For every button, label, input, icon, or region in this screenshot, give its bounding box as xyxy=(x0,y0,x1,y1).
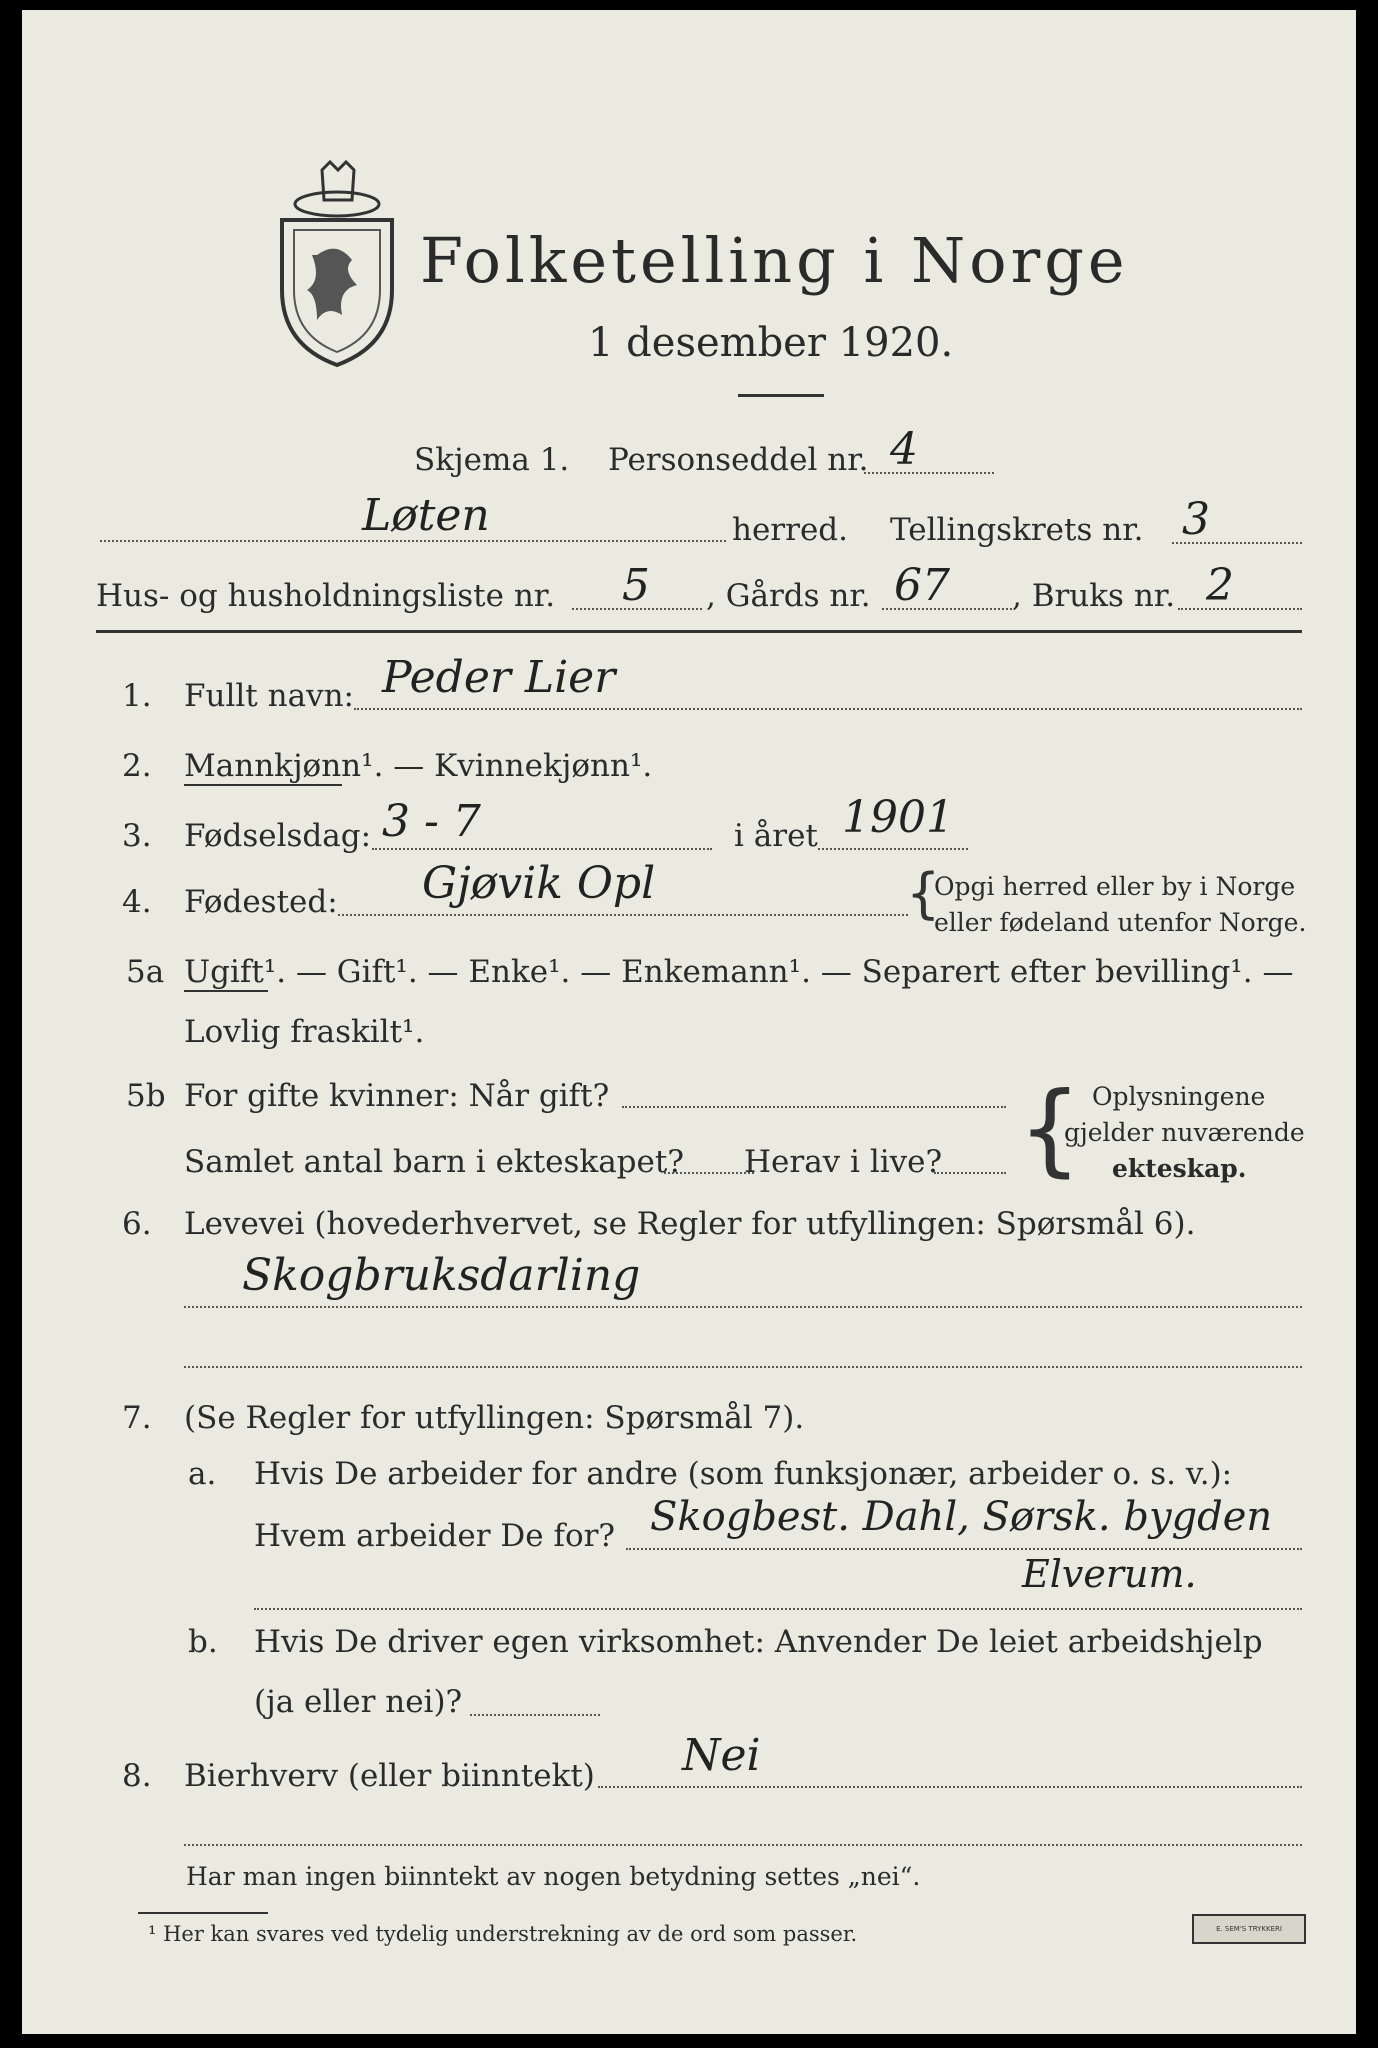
hus-value: 5 xyxy=(622,560,650,611)
q5b-brace: { xyxy=(1018,1070,1082,1187)
q1-label: Fullt navn: xyxy=(184,678,354,714)
q6-label: Levevei (hovederhvervet, se Regler for utfyllingen: Spørsmål 6). xyxy=(184,1206,1196,1242)
q7a-line xyxy=(626,1548,1302,1550)
q5b-line2b: Herav i live? xyxy=(744,1144,943,1180)
q7b-line1: Hvis De driver egen virksomhet: Anvender De leiet arbeidshjelp xyxy=(254,1624,1263,1660)
q7-label: (Se Regler for utfyllingen: Spørsmål 7). xyxy=(184,1400,805,1436)
personseddel-line xyxy=(864,472,994,474)
q2-underline xyxy=(184,784,342,786)
census-form xyxy=(22,10,1356,2034)
q6-line2 xyxy=(184,1366,1302,1368)
q5a-number: 5a xyxy=(126,954,165,990)
q5b-line1: For gifte kvinner: Når gift? xyxy=(184,1078,610,1114)
q5b-number: 5b xyxy=(126,1078,166,1114)
footer-note: Har man ingen biinntekt av nogen betydning settes „nei“. xyxy=(186,1862,921,1891)
q4-label: Fødested: xyxy=(184,884,338,920)
q5b-note-line3: ekteskap. xyxy=(1112,1154,1247,1183)
q5b-line2a-dots xyxy=(664,1172,754,1174)
q1-value: Peder Lier xyxy=(382,652,616,703)
q7b-number: b. xyxy=(188,1624,218,1660)
personseddel-label: Personseddel nr. xyxy=(608,442,869,478)
q8-line xyxy=(598,1786,1302,1788)
q7a-value1: Skogbest. Dahl, Sørsk. bygden xyxy=(650,1494,1273,1540)
q1-line xyxy=(354,708,1302,710)
herred-label: herred. xyxy=(732,512,848,548)
q3-line xyxy=(372,848,712,850)
q5a-line1: Ugift¹. — Gift¹. — Enke¹. — Enkemann¹. — Separert efter bevilling¹. — xyxy=(184,954,1294,990)
coat-of-arms-icon xyxy=(262,160,412,370)
form-date: 1 desember 1920. xyxy=(588,320,954,366)
footnote-divider xyxy=(138,1912,268,1914)
printer-stamp xyxy=(1192,1914,1306,1944)
q8-label: Bierhverv (eller biinntekt) xyxy=(184,1758,595,1794)
q6-line1 xyxy=(184,1306,1302,1308)
bruks-value: 2 xyxy=(1206,560,1234,611)
q3-year-label: i året xyxy=(734,818,818,854)
tellingskrets-value: 3 xyxy=(1182,494,1210,545)
q4-note-line1: Opgi herred eller by i Norge xyxy=(934,872,1296,901)
q2-number: 2. xyxy=(122,748,152,784)
q7a-value2: Elverum. xyxy=(1022,1552,1197,1596)
q8-number: 8. xyxy=(122,1758,152,1794)
q1-number: 1. xyxy=(122,678,152,714)
gards-label: , Gårds nr. xyxy=(706,578,871,614)
q7a-line2-dots xyxy=(254,1608,1302,1610)
bruks-label: , Bruks nr. xyxy=(1012,578,1176,614)
q5b-line2b-dots xyxy=(934,1172,1006,1174)
q2-label: Mannkjønn¹. — Kvinnekjønn¹. xyxy=(184,748,653,784)
q4-line xyxy=(338,914,908,916)
q6-number: 6. xyxy=(122,1206,152,1242)
title-divider xyxy=(738,394,824,397)
gards-value: 67 xyxy=(894,560,950,611)
q7a-line1: Hvis De arbeider for andre (som funksjonær, arbeider o. s. v.): xyxy=(254,1456,1233,1492)
q3-number: 3. xyxy=(122,818,152,854)
form-title: Folketelling i Norge xyxy=(420,224,1129,297)
q4-note-line2: eller fødeland utenfor Norge. xyxy=(934,908,1307,937)
q4-brace: { xyxy=(906,862,941,925)
schema-label: Skjema 1. xyxy=(414,442,570,478)
herred-value: Løten xyxy=(362,490,490,541)
personseddel-value: 4 xyxy=(890,424,918,475)
q5b-line1-dots xyxy=(622,1106,1006,1108)
q5b-line2a: Samlet antal barn i ekteskapet? xyxy=(184,1144,684,1180)
footnote: ¹ Her kan svares ved tydelig understrekning av de ord som passer. xyxy=(148,1922,858,1946)
q7-number: 7. xyxy=(122,1400,152,1436)
q4-value: Gjøvik Opl xyxy=(422,858,656,909)
tellingskrets-label: Tellingskrets nr. xyxy=(890,512,1144,548)
q3-year-line xyxy=(818,848,968,850)
hus-label: Hus- og husholdningsliste nr. xyxy=(96,578,556,614)
header-divider xyxy=(96,630,1302,633)
q7a-number: a. xyxy=(188,1456,217,1492)
bruks-line xyxy=(1178,608,1302,610)
q7b-line2: (ja eller nei)? xyxy=(254,1684,463,1720)
q5b-note-line2: gjelder nuværende xyxy=(1064,1118,1305,1147)
q6-value: Skogbruksdarling xyxy=(242,1250,641,1301)
q8-line2 xyxy=(184,1844,1302,1846)
q3-value: 3 - 7 xyxy=(382,796,481,847)
q4-number: 4. xyxy=(122,884,152,920)
q3-label: Fødselsdag: xyxy=(184,818,372,854)
printer-stamp-text: E. SEM'S TRYKKERI xyxy=(1216,1925,1282,1933)
q7a-line2: Hvem arbeider De for? xyxy=(254,1518,616,1554)
q5a-line2: Lovlig fraskilt¹. xyxy=(184,1014,425,1050)
q7b-line xyxy=(470,1714,600,1716)
q8-value: Nei xyxy=(682,1730,761,1781)
q5b-note-line1: Oplysningene xyxy=(1092,1082,1266,1111)
q3-year-value: 1901 xyxy=(842,792,954,843)
q5a-underline xyxy=(184,990,268,992)
